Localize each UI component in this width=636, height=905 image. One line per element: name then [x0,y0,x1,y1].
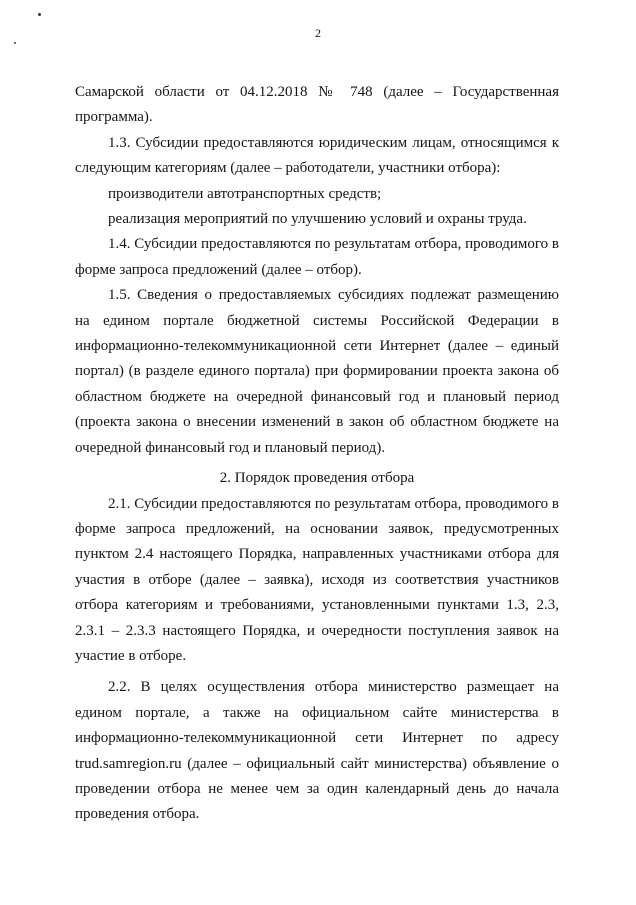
paragraph-1-5: 1.5. Сведения о предоставляемых субсидиях подлежат размещению на едином портале бюджетной системы Российской Федерации в информационно-телекоммуникационной сети Интернет (далее – единый портал) (в разделе единого портала) при формировании проекта закона об областном бюджете на очередной финансовый год и плановый период (проекта закона о внесении изменений в закон об областном бюджете на очередной финансовый год и плановый период). [75,287,559,456]
paragraph-2-2: 2.2. В целях осуществления отбора министерство размещает на едином портале, а также на официальном сайте министерства в информационно-телекоммуникационной сети Интернет по адресу trud.samregion.ru (далее – официальный сайт министерства) объявление о проведении отбора не менее чем за один календарный день до начала проведения отбора. [75,679,559,823]
paragraph-1-3: 1.3. Субсидии предоставляются юридическим лицам, относящимся к следующим категориям (далее – работодатели, участники отбора): [75,134,559,177]
paragraph-1-4: 1.4. Субсидии предоставляются по результатам отбора, проводимого в форме запроса предложений (далее – отбор). [75,236,559,278]
page-number: 2 [315,26,321,40]
scan-speck [38,13,41,16]
paragraph-2-1: 2.1. Субсидии предоставляются по результатам отбора, проводимого в форме запроса предложений, на основании заявок, предусмотренных пунктом 2.4 настоящего Порядка, направленных участниками отбора для участия в отборе (далее – заявка), исходя из соответствия участников отбора категориям и требованиями, установленными пунктами 1.3, 2.3, 2.3.1 – 2.3.3 настоящего Порядка, и очередности поступления заявок на участие в отборе. [75,495,559,664]
scan-speck [14,42,16,44]
paragraph-category-manufacturers: производители автотранспортных средств; [108,185,382,202]
document-body [75,80,559,828]
paragraph-category-labor-safety: реализация мероприятий по улучшению условий и охраны труда. [108,211,527,228]
section-heading: 2. Порядок проведения отбора [219,470,415,487]
paragraph-program-continuation: Самарской области от 04.12.2018 № 748 (далее – Государственная программа). [75,84,559,126]
